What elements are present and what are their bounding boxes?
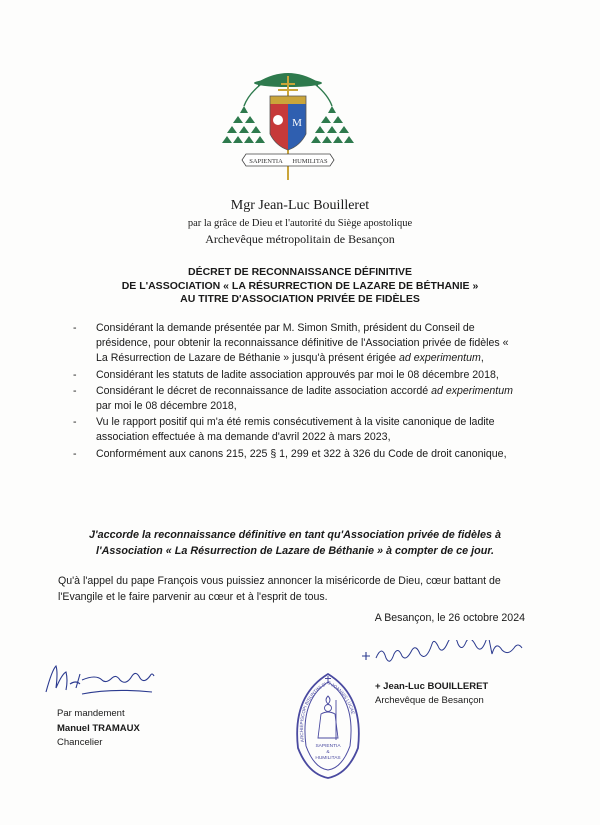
signer-chancellor xyxy=(57,707,140,751)
seal-legend: ARCHIEPISCOPI BISUNTINI SIG JOANNIS LUCAE xyxy=(298,679,356,743)
decree-title-line-1: DÉCRET DE RECONNAISSANCE DÉFINITIVE xyxy=(187,266,413,278)
decision-line-2: l'Association « La Résurrection de Lazare de Béthanie » à compter de ce jour. xyxy=(96,545,494,557)
signer-chancellor-name: Manuel TRAMAUX xyxy=(57,722,140,734)
considerants-list xyxy=(73,321,513,463)
considerant-item: - Considérant le décret de reconnaissance de ladite association accordé ad experimentum par moi le 08 décembre 2018, xyxy=(73,384,513,413)
tassels-left-icon xyxy=(222,106,265,143)
episcopal-seal xyxy=(292,670,364,780)
closing-paragraph: Qu'à l'appel du pape François vous puissiez annoncer la miséricorde de Dieu, cœur battant de l'Evangile et le faire parvenir au cœur et à l'esprit de tous. xyxy=(58,575,501,603)
signer-chancellor-role: Chancelier xyxy=(57,737,103,748)
place-date: A Besançon, le 26 octobre 2024 xyxy=(374,612,525,624)
signer-archbishop-name: + Jean-Luc BOUILLERET xyxy=(375,681,489,692)
decision-statement xyxy=(50,527,540,559)
considerant-item: - Vu le rapport positif qui m'a été remis consécutivement à la visite canonique de ladite association effectuée à ma demande d'avril 2022 à mars 2023, xyxy=(73,416,495,444)
signer-archbishop xyxy=(375,680,488,708)
bishop-authority: par la grâce de Dieu et l'autorité du Siège apostolique xyxy=(187,218,413,229)
signer-archbishop-role: Archevêque de Besançon xyxy=(375,695,484,706)
seal-bishop-figure-icon xyxy=(318,696,338,740)
signature-chancellor xyxy=(42,658,162,700)
svg-text:M: M xyxy=(292,117,302,129)
considerant-item: - Considérant la demande présentée par M. Simon Smith, président du Conseil de présidence, pour obtenir la reconnaissance définitive de l'Association privée de fidèles « La Résurrection de Lazare de Béthanie » jusqu'à présent érigée ad experimentum, xyxy=(73,322,509,365)
motto-right: HUMILITAS xyxy=(292,158,328,165)
decree-title-line-3: AU TITRE D'ASSOCIATION PRIVÉE DE FIDÈLES xyxy=(180,293,420,305)
considerant-item: - Considérant les statuts de ladite association approuvés par moi le 08 décembre 2018, xyxy=(73,368,499,381)
letterhead xyxy=(0,197,600,247)
decision-line-1: J'accorde la reconnaissance définitive en tant qu'Association privée de fidèles à xyxy=(89,529,501,541)
bishop-title: Archevêque métropolitain de Besançon xyxy=(205,232,395,246)
signature-archbishop xyxy=(352,640,552,668)
signer-chancellor-prefix: Par mandement xyxy=(57,708,125,719)
tassels-right-icon xyxy=(311,106,354,143)
decree-title-line-2: DE L'ASSOCIATION « LA RÉSURRECTION DE LAZARE DE BÉTHANIE » xyxy=(121,279,479,292)
coat-of-arms xyxy=(218,60,358,190)
motto-left: SAPIENTIA xyxy=(249,158,283,165)
seal-motto-3: HUMILITAS xyxy=(315,756,341,761)
decree-title xyxy=(0,266,600,307)
bishop-name: Mgr Jean-Luc Bouilleret xyxy=(230,198,370,213)
shield-icon xyxy=(270,96,306,150)
seal-motto-1: SAPIENTIA xyxy=(315,744,341,749)
considerant-item: - Conformément aux canons 215, 225 § 1, 299 et 322 à 326 du Code de droit canonique, xyxy=(73,447,507,460)
seal-motto-2: & xyxy=(326,750,330,755)
